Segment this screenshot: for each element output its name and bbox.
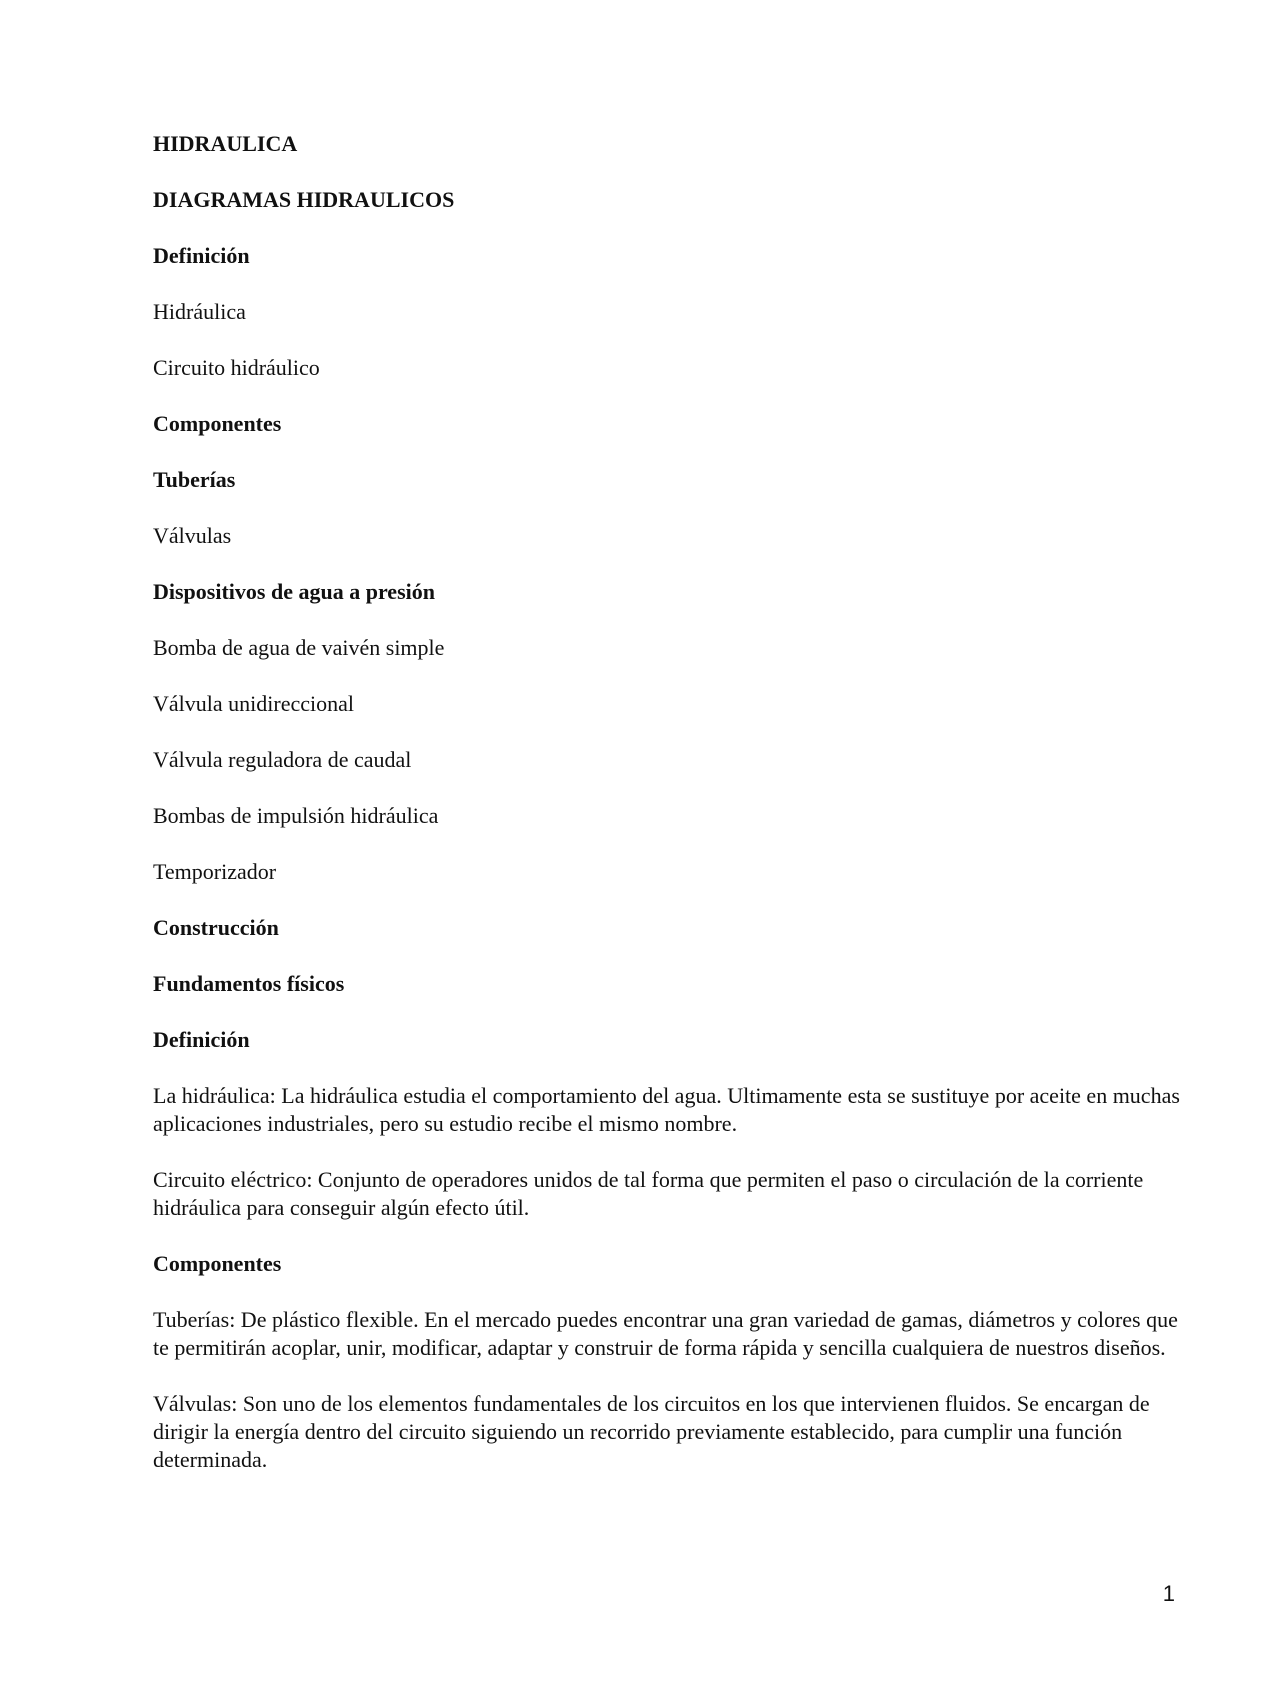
outline-heading-componentes: Componentes — [153, 411, 282, 436]
outline-item-temporizador: Temporizador — [153, 859, 277, 884]
paragraph-tuberias: Tuberías: De plástico flexible. En el mercado puedes encontrar una gran variedad de gamas, diámetros y colores que te permitirán acoplar, unir, modificar, adaptar y construir de forma rápida y sencilla cualquiera de nuestros diseños. — [153, 1307, 1178, 1360]
outline-heading-tuberias: Tuberías — [153, 467, 236, 492]
outline-item-valvula-unidireccional: Válvula unidireccional — [153, 691, 354, 716]
outline-item-bombas-impulsion: Bombas de impulsión hidráulica — [153, 803, 439, 828]
outline-item-valvulas: Válvulas — [153, 523, 232, 548]
paragraph-valvulas: Válvulas: Son uno de los elementos fundamentales de los circuitos en los que intervienen fluidos. Se encargan de dirigir la energía dentro del circuito siguiendo un recorrido previamente establecido, para cumplir una función determinada. — [153, 1391, 1150, 1472]
outline-heading-construccion: Construcción — [153, 915, 279, 940]
outline-heading-dispositivos: Dispositivos de agua a presión — [153, 579, 435, 604]
outline-item-circuito: Circuito hidráulico — [153, 355, 320, 380]
outline-heading-fundamentos: Fundamentos físicos — [153, 971, 345, 996]
page-number: 1 — [1162, 1581, 1175, 1606]
subtitle-diagramas: DIAGRAMAS HIDRAULICOS — [153, 187, 455, 212]
outline-item-bomba-vaiven: Bomba de agua de vaivén simple — [153, 635, 445, 660]
document-content — [153, 130, 1193, 1502]
outline-heading-definicion: Definición — [153, 243, 250, 268]
paragraph-circuito: Circuito eléctrico: Conjunto de operadores unidos de tal forma que permiten el paso o circulación de la corriente hidráulica para conseguir algún efecto útil. — [153, 1167, 1144, 1220]
paragraph-hidraulica: La hidráulica: La hidráulica estudia el comportamiento del agua. Ultimamente esta se sustituye por aceite en muchas aplicaciones industriales, pero su estudio recibe el mismo nombre. — [153, 1083, 1180, 1136]
outline-item-hidraulica: Hidráulica — [153, 299, 246, 324]
outline-item-valvula-reguladora: Válvula reguladora de caudal — [153, 747, 412, 772]
title-hidraulica: HIDRAULICA — [153, 131, 298, 156]
section-heading-componentes: Componentes — [153, 1251, 282, 1276]
section-heading-definicion: Definición — [153, 1027, 250, 1052]
